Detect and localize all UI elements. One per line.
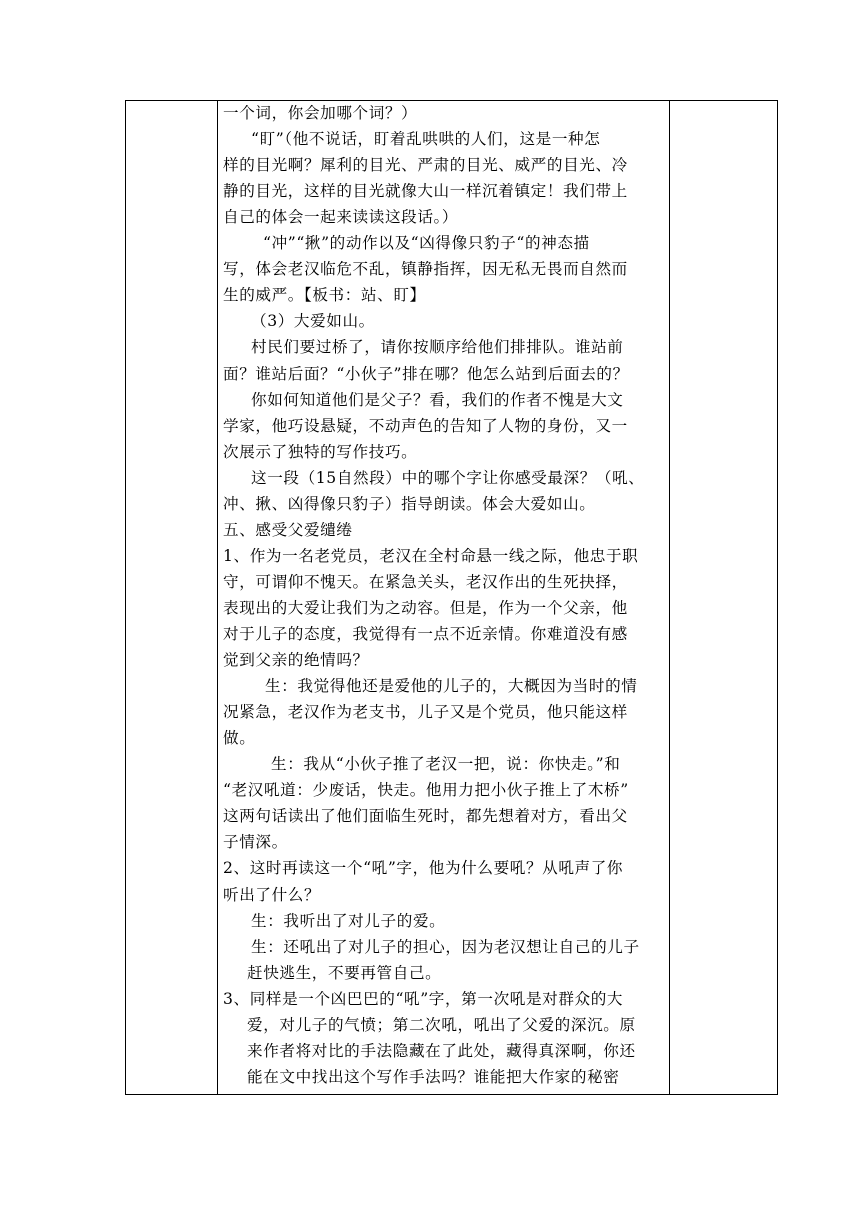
text-line: “老汉吼道：少废话，快走。他用力把小伙子推上了木桥” — [223, 781, 629, 800]
text-line: 1、作为一名老党员，老汉在全村命悬一线之际，他忠于职 — [223, 546, 639, 565]
text-line: “冲”“揪”的动作以及“凶得像只豹子“的神态描 — [263, 234, 590, 253]
text-line: 面？谁站后面？“小伙子”排在哪？他怎么站到后面去的？ — [223, 364, 629, 383]
text-line: 村民们要过桥了，请你按顺序给他们排排队。谁站前 — [251, 338, 624, 357]
text-line: 能在文中找出这个写作手法吗？谁能把大作家的秘密 — [247, 1067, 620, 1086]
text-line: 表现出的大爱让我们为之动容。但是，作为一个父亲，他 — [223, 598, 628, 617]
text-line: 生：我从“小伙子推了老汉一把，说：你快走。”和 — [271, 755, 621, 774]
text-line: 生：我觉得他还是爱他的儿子的，大概因为当时的情 — [265, 677, 638, 696]
text-line: 自己的体会一起来读读这段话。） — [223, 208, 459, 227]
text-line: 觉到父亲的绝情吗？ — [223, 651, 369, 670]
text-line: 生的威严。【板书：站、盯】 — [223, 286, 426, 305]
text-line: 这两句话读出了他们面临生死时，都先想着对方，看出父 — [223, 807, 628, 826]
text-line: 赶快逃生，不要再管自己。 — [247, 963, 442, 982]
text-line: 写，体会老汉临危不乱，镇静指挥，因无私无畏而自然而 — [223, 260, 628, 279]
text-line: 生：我听出了对儿子的爱。 — [251, 911, 446, 930]
text-line: 2、这时再读这一个“吼”字，他为什么要吼？从吼声了你 — [223, 859, 624, 878]
text-line: 听出了什么？ — [223, 885, 321, 904]
text-line: 况紧急，老汉作为老支书，儿子又是个党员，他只能这样 — [223, 703, 628, 722]
text-line: 静的目光，这样的目光就像大山一样沉着镇定！我们带上 — [223, 182, 628, 201]
table-cell-right — [671, 101, 777, 1094]
table-cell-left — [126, 101, 217, 1094]
text-line: 样的目光啊？犀利的目光、严肃的目光、威严的目光、冷 — [223, 156, 628, 175]
column-divider-right — [669, 101, 670, 1094]
text-line: 一个词，你会加哪个词？） — [223, 104, 418, 122]
text-line: 子情深。 — [223, 833, 288, 852]
text-line: 守，可谓仰不愧天。在紧急关头，老汉作出的生死抉择， — [223, 572, 628, 591]
text-line: “盯”（他不说话，盯着乱哄哄的人们，这是一种怎 — [251, 130, 601, 149]
text-line: 你如何知道他们是父子？看，我们的作者不愧是大文 — [251, 390, 624, 409]
text-line: 对于儿子的态度，我觉得有一点不近亲情。你难道没有感 — [223, 625, 628, 643]
text-line: 这一段（15自然段）中的哪个字让你感受最深？（吼、 — [251, 468, 645, 487]
text-line: （3）大爱如山。 — [251, 312, 375, 331]
text-line: 学家，他巧设悬疑，不动声色的告知了人物的身份，又一 — [223, 416, 628, 435]
text-line: 次展示了独特的写作技巧。 — [223, 442, 418, 461]
text-line: 来作者将对比的手法隐藏在了此处，藏得真深啊，你还 — [247, 1041, 636, 1060]
text-line: 冲、揪、凶得像只豹子）指导朗读。体会大爱如山。 — [223, 494, 596, 513]
text-line: 五、感受父爱缱绻 — [223, 520, 353, 539]
text-line: 3、同样是一个凶巴巴的“吼”字，第一次吼是对群众的大 — [223, 989, 624, 1008]
text-line: 爱，对儿子的气愤；第二次吼，吼出了父爱的深沉。原 — [247, 1015, 636, 1034]
text-line: 生：还吼出了对儿子的担心，因为老汉想让自己的儿子 — [251, 937, 640, 956]
column-divider-left — [217, 101, 218, 1094]
text-line: 做。 — [223, 729, 256, 748]
